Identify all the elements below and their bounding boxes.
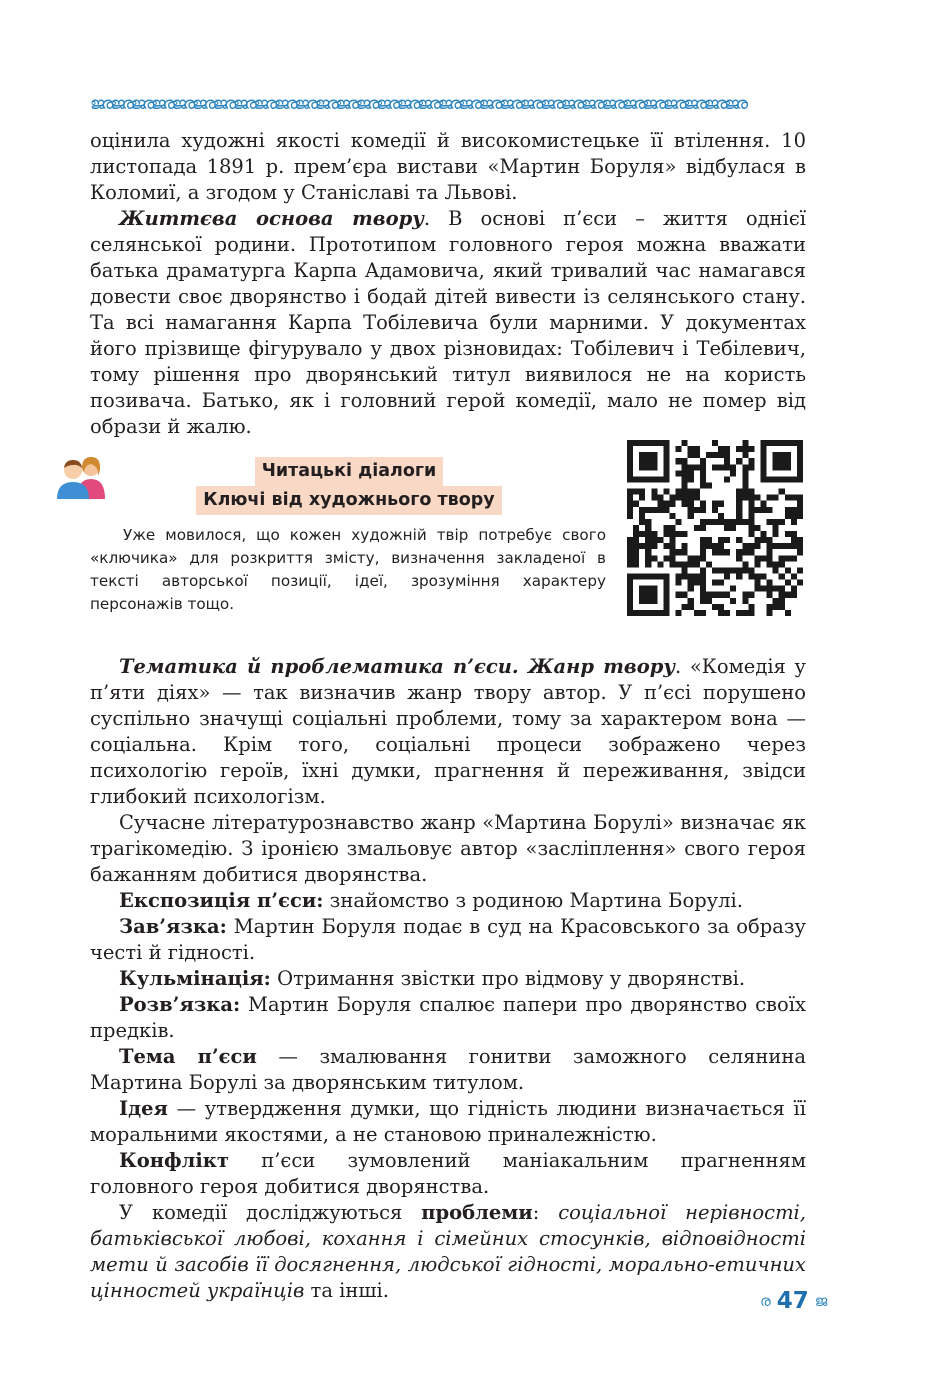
problems-end: та інші. bbox=[304, 1279, 389, 1302]
heading-themes-genre: Тематика й проблематика п’єси. Жанр твору bbox=[119, 655, 675, 678]
label-resolution: Розв’язка: bbox=[119, 993, 241, 1016]
swirl-left-icon: ര bbox=[760, 1292, 771, 1310]
paragraph-idea bbox=[90, 1096, 806, 1148]
label-problems: проблеми bbox=[421, 1201, 533, 1224]
conflict-body: п’єси зумовлений маніакальним прагненням головного героя добитися дворянства. bbox=[90, 1149, 806, 1198]
paragraph-climax bbox=[90, 966, 806, 992]
top-ornament-border: ജരജരജരജരജരജരജരജരജരജരജരജരജരജരജരജരജരജരജരജരജരജരജരജരജരജരജരജരജരജരജരജര bbox=[90, 94, 746, 114]
heading-life-basis: Життєва основа твору bbox=[119, 207, 424, 230]
paragraph-life-basis bbox=[90, 206, 806, 440]
label-conflict: Конфлікт bbox=[119, 1149, 229, 1172]
paragraph-exposition bbox=[90, 888, 806, 914]
plot-start-body: Мартин Боруля подає в суд на Красовського за образу честі й гідності. bbox=[90, 915, 806, 964]
page-number: 47 bbox=[776, 1288, 809, 1314]
climax-body: Отримання звістки про відмову у дворянстві. bbox=[270, 967, 746, 990]
paragraph-tragicomedy: Сучасне літературознавство жанр «Мартина Борулі» визначає як трагікомедію. З іронією змальовує автор «засліплення» свого героя бажанням добитися дворянства. bbox=[90, 811, 806, 886]
paragraph-problems bbox=[90, 1200, 806, 1304]
qr-code-image[interactable] bbox=[627, 440, 803, 616]
dialog-paragraph: Уже мовилося, що кожен художній твір потребує свого «ключика» для розкриття змісту, визначення закладеної в тексті авторської позиції, ідеї, зрозуміння характеру персонажів тощо. bbox=[90, 526, 606, 613]
theme-body: — змалювання гонитви заможного селянина Мартина Борулі за дворянським титулом. bbox=[90, 1045, 806, 1094]
readers-dialog-icon bbox=[55, 455, 111, 501]
intro-text-block bbox=[90, 128, 806, 440]
label-plot-start: Зав’язка: bbox=[119, 915, 227, 938]
paragraph-resolution bbox=[90, 992, 806, 1044]
problems-list: соціальної нерівності, батьківської любові, кохання і сімейних стосунків, відповідності мети й засобів її досягнення, людської гідності, морально-етичних цінностей українців bbox=[90, 1201, 806, 1302]
genre-body: . «Комедія у п’яти діях» — так визначив жанр твору автор. У п’єсі порушено суспільно значущі соціальні проблеми, тому за характером вона — соціальна. Крім того, соціальні процеси зображено через психологію героїв, їхні думки, прагнення й переживання, звідси глибокий психологізм. bbox=[90, 655, 806, 808]
readers-dialog-titles bbox=[186, 457, 512, 515]
dialog-subtitle: Ключі від художнього твору bbox=[196, 486, 501, 515]
exposition-body: знайомство з родиною Мартина Борулі. bbox=[323, 889, 743, 912]
label-exposition: Експозиція п’єси: bbox=[119, 889, 324, 912]
paragraph-genre bbox=[90, 654, 806, 810]
problems-intro: У комедії досліджуються bbox=[119, 1201, 422, 1224]
label-theme: Тема п’єси bbox=[119, 1045, 257, 1068]
paragraph-premiere: оцінила художні якості комедії й високомистецьке її втілення. 10 листопада 1891 р. прем’єра вистави «Мартин Боруля» відбулася в Коломиї, а згодом у Станіславі та Львові. bbox=[90, 129, 806, 204]
dialog-text-block bbox=[90, 524, 606, 616]
analysis-text-block bbox=[90, 654, 806, 1304]
label-idea: Ідея bbox=[119, 1097, 168, 1120]
resolution-body: Мартин Боруля спалює папери про дворянство своїх предків. bbox=[90, 993, 806, 1042]
paragraph-theme bbox=[90, 1044, 806, 1096]
paragraph-conflict bbox=[90, 1148, 806, 1200]
idea-body: — утвердження думки, що гідність людини визначається її моральними якостями, а не становою приналежністю. bbox=[90, 1097, 806, 1146]
life-basis-body: . В основі п’єси – життя однієї селянської родини. Прототипом головного героя можна вважати батька драматурга Карпа Адамовича, який тривалий час намагався довести своє дворянство і бодай дітей вивести із селянського стану. Та всі намагання Карпа Тобілевича були марними. У документах його прізвище фігурувало у двох різновидах: Тобілевич і Тебілевич, тому рішення про дворянський титул виявилося не на користь позивача. Батько, як і головний герой комедії, мало не помер від образи й жалю. bbox=[90, 207, 806, 438]
page-number-footer bbox=[760, 1288, 856, 1314]
dialog-title: Читацькі діалоги bbox=[255, 457, 444, 486]
label-climax: Кульмінація: bbox=[119, 967, 271, 990]
problems-colon: : bbox=[532, 1201, 559, 1224]
swirl-right-icon: ജ bbox=[814, 1292, 828, 1310]
paragraph-plot-start bbox=[90, 914, 806, 966]
